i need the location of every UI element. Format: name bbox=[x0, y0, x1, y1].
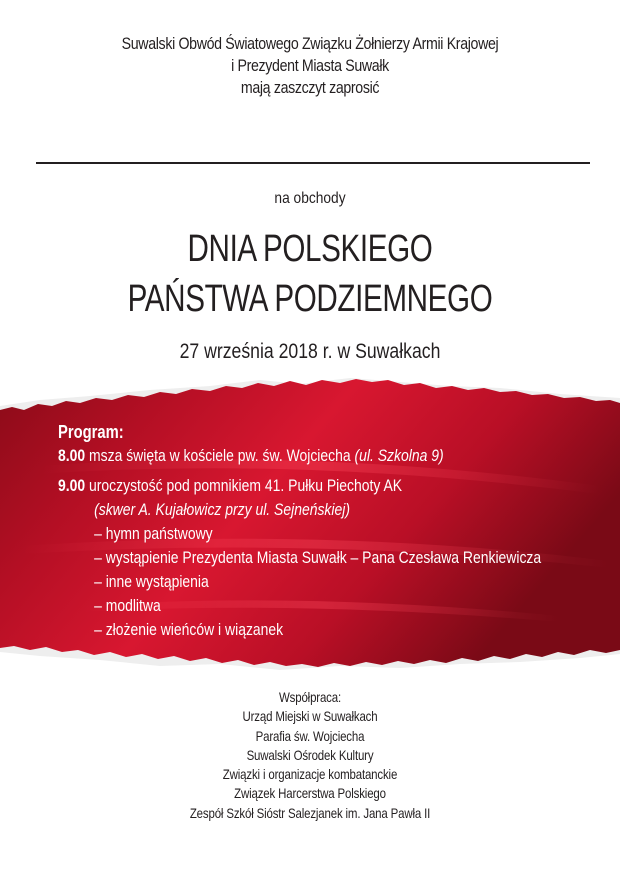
program-point-wreaths: – złożenie wieńców i wiązanek bbox=[94, 620, 284, 639]
program-item-ceremony bbox=[58, 474, 517, 498]
partner-scouts: Związek Harcerstwa Polskiego bbox=[234, 785, 386, 802]
header-line-president: i Prezydent Miasta Suwałk bbox=[231, 57, 389, 75]
program-point-other-speeches: – inne wystąpienia bbox=[94, 572, 209, 591]
program-point-prayer: – modlitwa bbox=[94, 596, 161, 615]
invitation-header bbox=[0, 33, 620, 99]
partner-city-office: Urząd Miejski w Suwałkach bbox=[242, 708, 378, 725]
program-item-mass bbox=[58, 444, 517, 468]
program-text-2: uroczystość pod pomnikiem 41. Pułku Piechoty AK bbox=[89, 476, 403, 495]
program-text-1: msza święta w kościele pw. św. Wojciecha bbox=[89, 446, 351, 465]
program-heading: Program: bbox=[58, 422, 124, 442]
event-date: 27 września 2018 r. w Suwałkach bbox=[179, 340, 441, 363]
title-line-2: PAŃSTWA PODZIEMNEGO bbox=[127, 278, 493, 320]
partner-parish: Parafia św. Wojciecha bbox=[255, 727, 365, 744]
program-point-anthem: – hymn państwowy bbox=[94, 524, 213, 543]
partner-culture-center: Suwalski Ośrodek Kultury bbox=[246, 746, 374, 763]
program-place-1: (ul. Szkolna 9) bbox=[354, 446, 444, 465]
intro-text: na obchody bbox=[274, 190, 346, 207]
program-time-2: 9.00 bbox=[58, 476, 86, 495]
program-point-speech: – wystąpienie Prezydenta Miasta Suwałk – Pana Czesława Renkiewicza bbox=[94, 548, 542, 567]
cooperation-heading: Współpraca: bbox=[278, 689, 341, 705]
event-title bbox=[0, 224, 620, 324]
partner-veterans: Związki i organizacje kombatanckie bbox=[222, 766, 398, 783]
program-section bbox=[58, 420, 618, 642]
name-line-rule bbox=[36, 162, 590, 164]
cooperation-footer bbox=[0, 688, 620, 823]
header-line-organizer: Suwalski Obwód Światowego Związku Żołnierzy Armii Krajowej bbox=[121, 35, 499, 53]
program-time-1: 8.00 bbox=[58, 446, 86, 465]
header-line-invite: mają zaszczyt zaprosić bbox=[240, 79, 380, 97]
partner-school: Zespół Szkół Sióstr Salezjanek im. Jana Pawła II bbox=[189, 804, 431, 821]
title-line-1: DNIA POLSKIEGO bbox=[187, 228, 433, 270]
program-place-2: (skwer A. Kujałowicz przy ul. Sejneńskiej) bbox=[94, 500, 350, 519]
